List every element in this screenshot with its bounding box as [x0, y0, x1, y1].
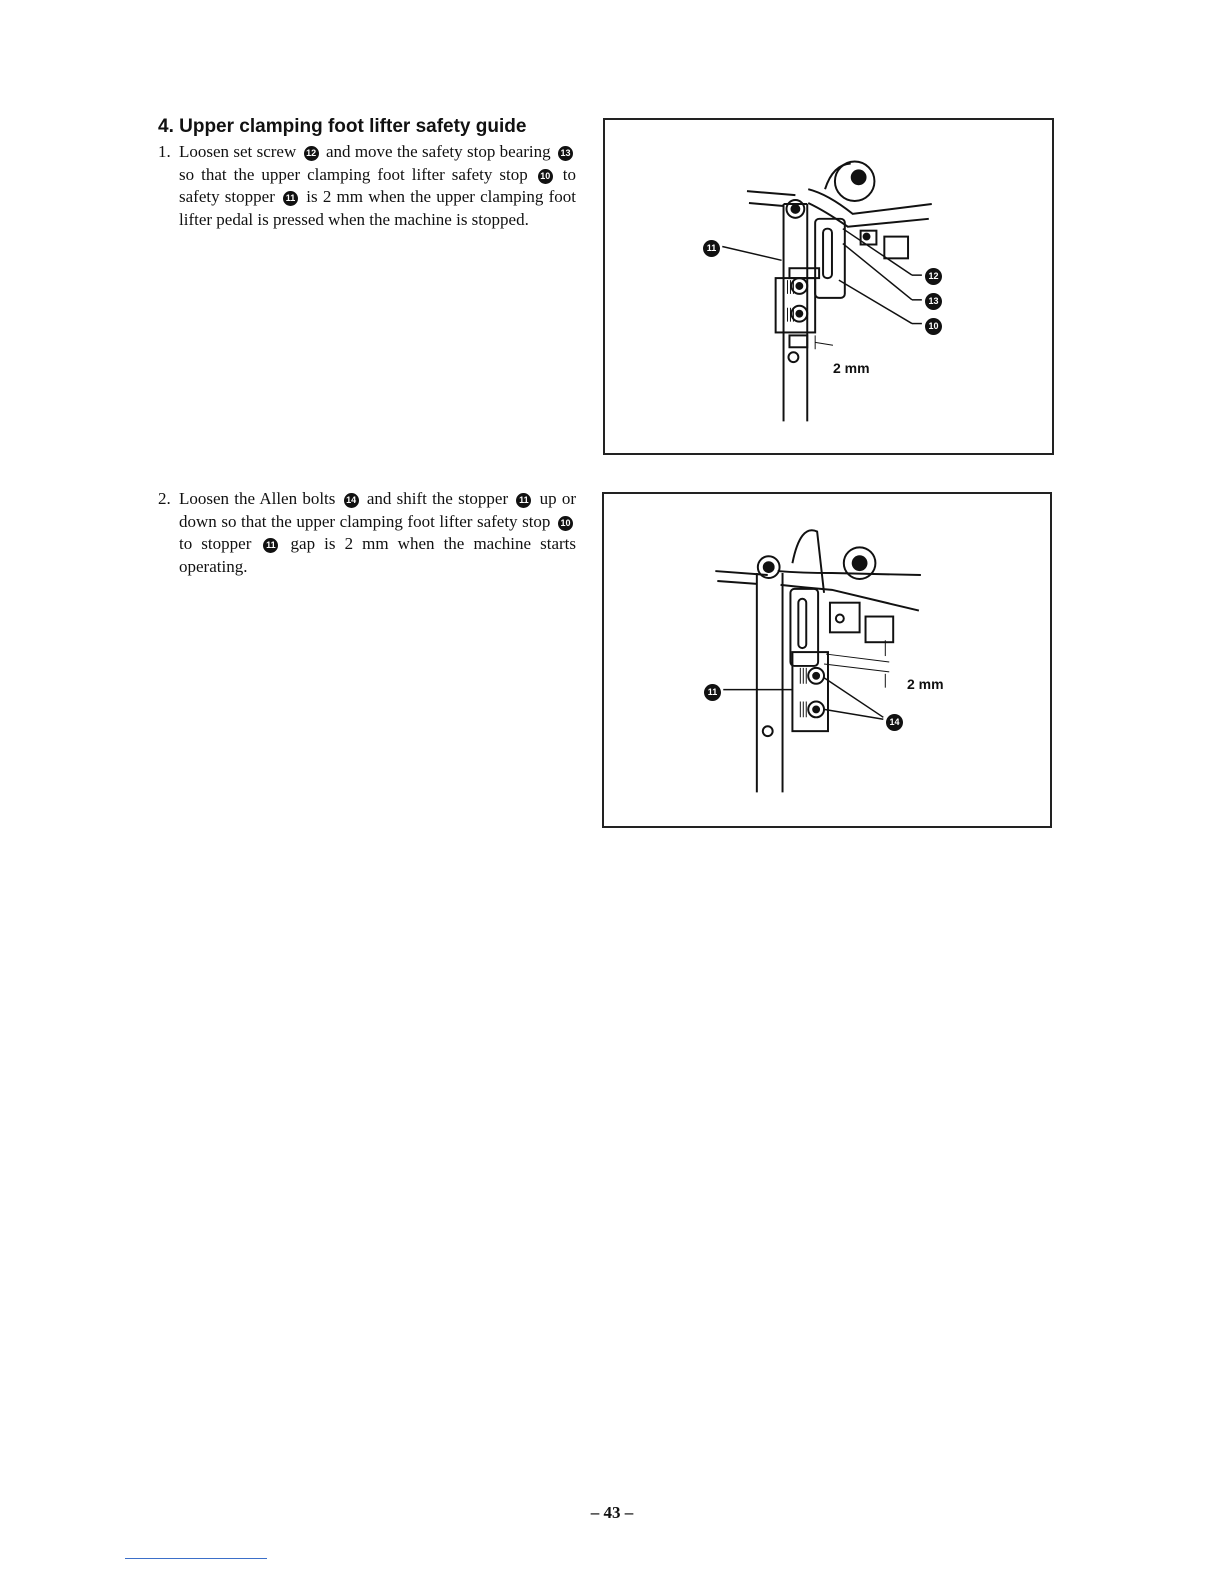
step-number: 2.: [158, 489, 171, 508]
ref-badge: 13: [558, 146, 573, 161]
mechanism-illustration-1: [605, 120, 1052, 453]
dimension-label: 2 mm: [833, 360, 870, 376]
step-2: [158, 488, 576, 578]
ref-badge: 10: [538, 169, 553, 184]
callout-11: 11: [704, 684, 721, 701]
step-number: 1.: [158, 142, 171, 161]
ref-badge: 11: [263, 538, 278, 553]
callout-13: 13: [925, 293, 942, 310]
step-1: [158, 141, 576, 231]
callout-12: 12: [925, 268, 942, 285]
figure-1: [603, 118, 1054, 455]
ref-badge: 12: [304, 146, 319, 161]
footer-divider: [125, 1558, 267, 1559]
dimension-label: 2 mm: [907, 676, 944, 692]
section-heading: 4. Upper clamping foot lifter safety guide: [158, 116, 527, 137]
callout-14: 14: [886, 714, 903, 731]
callout-10: 10: [925, 318, 942, 335]
page-number: – 43 –: [590, 1503, 634, 1522]
callout-11: 11: [703, 240, 720, 257]
step-text: Loosen set screw 12 and move the safety stop bearing 13 so that the upper clamping foot lifter safety stop 10 to safety stopper 11 is 2 mm when the upper clamping foot lifter pedal is pressed when the machine is stopped.: [179, 142, 576, 229]
figure-2: [602, 492, 1052, 828]
ref-badge: 14: [344, 493, 359, 508]
step-text: Loosen the Allen bolts 14 and shift the stopper 11 up or down so that the upper clamping foot lifter safety stop 10 to stopper 11 gap is 2 mm when the machine starts operating.: [179, 489, 576, 576]
ref-badge: 11: [283, 191, 298, 206]
mechanism-illustration-2: [604, 494, 1050, 826]
ref-badge: 10: [558, 516, 573, 531]
ref-badge: 11: [516, 493, 531, 508]
